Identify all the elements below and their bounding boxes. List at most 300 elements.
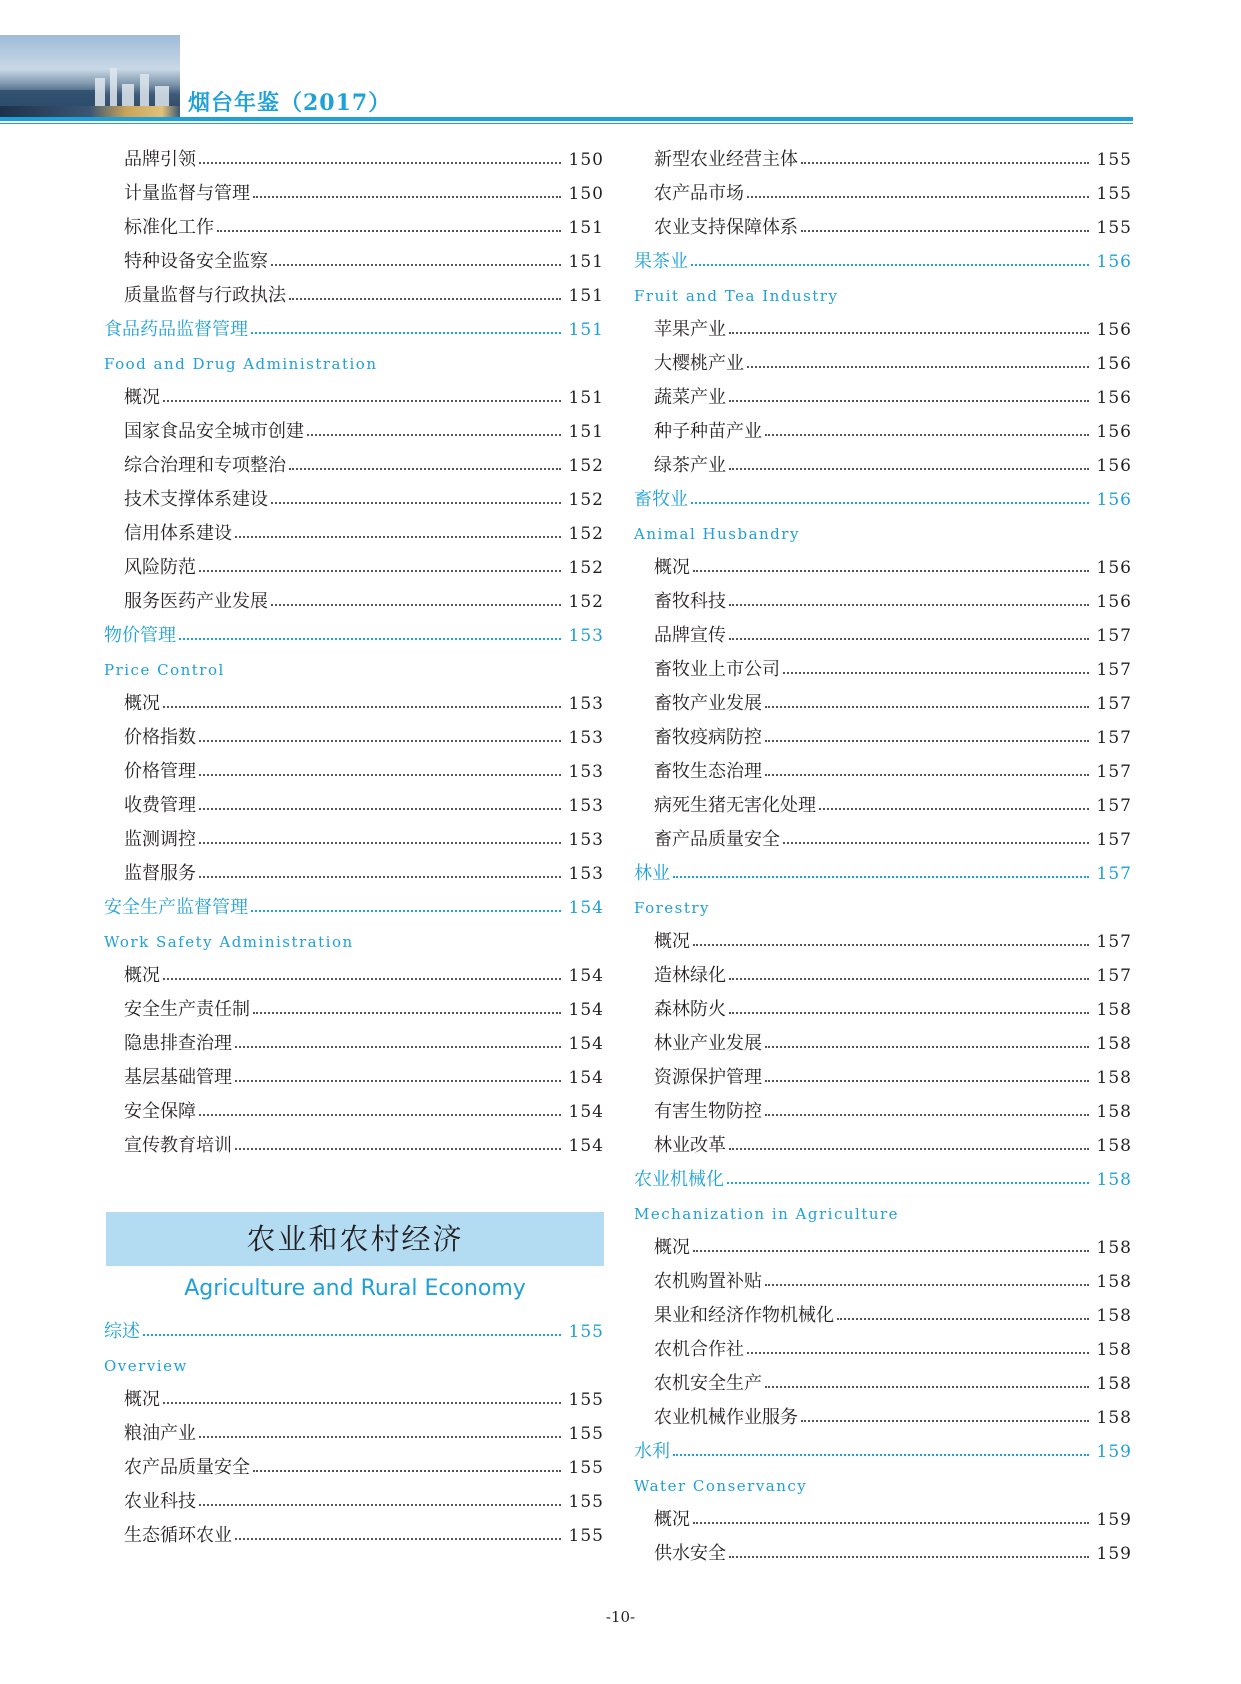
- toc-entry[interactable]: [104, 1485, 604, 1519]
- chapter-title-en: Agriculture and Rural Economy: [184, 1276, 526, 1301]
- toc-entry-title: 病死生猪无害化处理: [654, 795, 816, 816]
- toc-entry-page: 154: [568, 1034, 604, 1054]
- toc-entry-page: 158: [1096, 1136, 1132, 1156]
- toc-entry-page: 151: [568, 422, 604, 442]
- header-rule-thin: [0, 123, 1133, 124]
- dot-leader: [271, 264, 561, 266]
- toc-entry-page: 153: [568, 694, 604, 714]
- toc-entry-page: 154: [568, 1102, 604, 1122]
- chapter-title-cn: 农业和农村经济: [246, 1222, 464, 1256]
- toc-entry-page: 153: [568, 762, 604, 782]
- toc-entry-title: 生态循环农业: [124, 1525, 232, 1546]
- toc-entry-page: 156: [1096, 592, 1132, 612]
- toc-entry-title: 监测调控: [124, 829, 196, 850]
- toc-entry[interactable]: [634, 1401, 1132, 1435]
- toc-entry-page: 152: [568, 524, 604, 544]
- dot-leader: [235, 1046, 561, 1048]
- toc-entry-page: 157: [1096, 966, 1132, 986]
- dot-leader: [235, 1538, 561, 1540]
- toc-entry[interactable]: [634, 925, 1132, 959]
- dot-leader: [729, 468, 1089, 470]
- toc-entry-title: 概况: [654, 1237, 690, 1258]
- toc-entry-page: 158: [1096, 1170, 1132, 1190]
- toc-entry[interactable]: [634, 415, 1132, 449]
- toc-section-english: [634, 1197, 1132, 1231]
- toc-entry[interactable]: [634, 1027, 1132, 1061]
- toc-entry-title: 供水安全: [654, 1543, 726, 1564]
- toc-entry-page: 158: [1096, 1374, 1132, 1394]
- dot-leader: [289, 298, 561, 300]
- toc-entry-page: 158: [1096, 1034, 1132, 1054]
- toc-entry[interactable]: [104, 585, 604, 619]
- toc-entry[interactable]: [634, 1095, 1132, 1129]
- toc-entry-title: 概况: [124, 965, 160, 986]
- toc-entry-title: 畜牧疫病防控: [654, 727, 762, 748]
- toc-entry-title: 标准化工作: [124, 217, 214, 238]
- toc-entry[interactable]: [104, 551, 604, 585]
- toc-entry[interactable]: [104, 279, 604, 313]
- toc-entry-page: 157: [1096, 762, 1132, 782]
- dot-leader: [747, 366, 1089, 368]
- toc-entry-page: 155: [1096, 218, 1132, 238]
- toc-entry[interactable]: [104, 755, 604, 789]
- toc-entry-page: 156: [1096, 422, 1132, 442]
- toc-entry-title: 水利: [634, 1441, 670, 1462]
- dot-leader: [199, 1114, 561, 1116]
- toc-entry-page: 159: [1096, 1510, 1132, 1530]
- book-title: 烟台年鉴（2017）: [188, 90, 392, 116]
- toc-entry-title: 林业产业发展: [654, 1033, 762, 1054]
- toc-entry-title: 特种设备安全监察: [124, 251, 268, 272]
- toc-entry[interactable]: [104, 789, 604, 823]
- toc-entry[interactable]: [634, 313, 1132, 347]
- toc-section[interactable]: [634, 1163, 1132, 1197]
- toc-entry-page: 151: [568, 218, 604, 238]
- toc-entry-title: 造林绿化: [654, 965, 726, 986]
- dot-leader: [729, 1148, 1089, 1150]
- toc-entry-title: 质量监督与行政执法: [124, 285, 286, 306]
- toc-entry-page: 155: [568, 1322, 604, 1342]
- toc-entry-page: 153: [568, 626, 604, 646]
- dot-leader: [765, 706, 1089, 708]
- dot-leader: [765, 1284, 1089, 1286]
- toc-entry-title: 概况: [124, 387, 160, 408]
- toc-entry-title: Price Control: [104, 661, 225, 679]
- toc-entry[interactable]: [104, 143, 604, 177]
- toc-entry[interactable]: [634, 1129, 1132, 1163]
- toc-entry[interactable]: [634, 381, 1132, 415]
- toc-section[interactable]: [104, 313, 604, 347]
- toc-entry-title: Animal Husbandry: [634, 525, 800, 543]
- toc-entry-page: 155: [568, 1390, 604, 1410]
- dot-leader: [199, 1436, 561, 1438]
- toc-entry-title: 种子种苗产业: [654, 421, 762, 442]
- toc-section-english: [104, 1349, 604, 1383]
- toc-entry[interactable]: [104, 245, 604, 279]
- toc-entry[interactable]: [634, 1265, 1132, 1299]
- toc-entry-page: 155: [568, 1458, 604, 1478]
- toc-entry[interactable]: [104, 721, 604, 755]
- toc-entry-title: 基层基础管理: [124, 1067, 232, 1088]
- dot-leader: [253, 1470, 561, 1472]
- toc-entry-page: 157: [1096, 830, 1132, 850]
- toc-entry-title: 监督服务: [124, 863, 196, 884]
- toc-entry-page: 158: [1096, 1068, 1132, 1088]
- toc-entry[interactable]: [104, 1095, 604, 1129]
- toc-entry-page: 157: [1096, 796, 1132, 816]
- toc-entry-page: 152: [568, 490, 604, 510]
- toc-entry-title: 农业科技: [124, 1491, 196, 1512]
- dot-leader: [253, 196, 561, 198]
- toc-entry[interactable]: [634, 653, 1132, 687]
- toc-entry-page: 156: [1096, 490, 1132, 510]
- toc-entry-title: 果茶业: [634, 251, 688, 272]
- dot-leader: [199, 876, 561, 878]
- dot-leader: [765, 1386, 1089, 1388]
- dot-leader: [693, 1250, 1089, 1252]
- toc-entry-page: 153: [568, 796, 604, 816]
- toc-entry-title: 概况: [124, 693, 160, 714]
- toc-entry-title: 蔬菜产业: [654, 387, 726, 408]
- toc-section-english: [104, 925, 604, 959]
- toc-entry-page: 157: [1096, 932, 1132, 952]
- toc-entry-title: 农产品质量安全: [124, 1457, 250, 1478]
- toc-entry-title: Forestry: [634, 899, 711, 917]
- toc-entry-page: 157: [1096, 864, 1132, 884]
- toc-entry[interactable]: [104, 1519, 604, 1553]
- toc-entry-page: 153: [568, 830, 604, 850]
- dot-leader: [801, 1420, 1089, 1422]
- toc-entry-title: 绿茶产业: [654, 455, 726, 476]
- toc-entry-title: 安全保障: [124, 1101, 196, 1122]
- toc-right-column: [634, 143, 1132, 1571]
- toc-entry[interactable]: [104, 1027, 604, 1061]
- toc-entry[interactable]: [634, 959, 1132, 993]
- toc-entry[interactable]: [634, 177, 1132, 211]
- toc-entry-title: Food and Drug Administration: [104, 355, 378, 373]
- toc-entry-page: 158: [1096, 1238, 1132, 1258]
- toc-entry[interactable]: [634, 449, 1132, 483]
- toc-section[interactable]: [104, 619, 604, 653]
- toc-entry-title: 有害生物防控: [654, 1101, 762, 1122]
- dot-leader: [199, 1504, 561, 1506]
- toc-entry-page: 150: [568, 184, 604, 204]
- toc-entry-title: Overview: [104, 1357, 188, 1375]
- dot-leader: [271, 604, 561, 606]
- dot-leader: [837, 1318, 1089, 1320]
- page-number: -10-: [605, 1608, 636, 1626]
- dot-leader: [289, 468, 561, 470]
- toc-entry-page: 155: [568, 1492, 604, 1512]
- toc-section[interactable]: [634, 857, 1132, 891]
- dot-leader: [819, 808, 1089, 810]
- toc-entry-page: 153: [568, 728, 604, 748]
- toc-entry-title: 价格管理: [124, 761, 196, 782]
- toc-entry-page: 151: [568, 320, 604, 340]
- toc-entry[interactable]: [634, 721, 1132, 755]
- toc-entry-page: 156: [1096, 388, 1132, 408]
- toc-entry-page: 156: [1096, 456, 1132, 476]
- toc-entry-page: 157: [1096, 694, 1132, 714]
- toc-entry-title: Fruit and Tea Industry: [634, 287, 839, 305]
- toc-entry-page: 152: [568, 592, 604, 612]
- toc-entry-title: 品牌引领: [124, 149, 196, 170]
- toc-entry-page: 155: [1096, 150, 1132, 170]
- toc-entry[interactable]: [634, 1231, 1132, 1265]
- toc-entry-title: 农机合作社: [654, 1339, 744, 1360]
- dot-leader: [271, 502, 561, 504]
- toc-entry-title: 概况: [654, 1509, 690, 1530]
- toc-entry-title: 畜牧生态治理: [654, 761, 762, 782]
- toc-entry-page: 157: [1096, 660, 1132, 680]
- dot-leader: [765, 434, 1089, 436]
- toc-entry-page: 154: [568, 1068, 604, 1088]
- dot-leader: [747, 196, 1089, 198]
- toc-entry[interactable]: [634, 1367, 1132, 1401]
- toc-entry-page: 154: [568, 966, 604, 986]
- toc-section-english: [104, 653, 604, 687]
- toc-entry-title: 畜牧业: [634, 489, 688, 510]
- toc-entry[interactable]: [634, 993, 1132, 1027]
- toc-entry-title: 苹果产业: [654, 319, 726, 340]
- toc-entry-title: 农机安全生产: [654, 1373, 762, 1394]
- toc-entry[interactable]: [104, 177, 604, 211]
- dot-leader: [729, 978, 1089, 980]
- dot-leader: [801, 162, 1089, 164]
- dot-leader: [783, 842, 1089, 844]
- toc-entry-title: 果业和经济作物机械化: [654, 1305, 834, 1326]
- toc-entry-title: 林业: [634, 863, 670, 884]
- toc-entry-title: 畜牧科技: [654, 591, 726, 612]
- toc-entry-page: 151: [568, 252, 604, 272]
- dot-leader: [235, 536, 561, 538]
- toc-entry-title: Water Conservancy: [634, 1477, 808, 1495]
- toc-entry-title: 大樱桃产业: [654, 353, 744, 374]
- dot-leader: [765, 1080, 1089, 1082]
- dot-leader: [307, 434, 561, 436]
- toc-entry-title: 概况: [654, 557, 690, 578]
- toc-entry-title: 安全生产监督管理: [104, 897, 248, 918]
- toc-entry-title: 物价管理: [104, 625, 176, 646]
- toc-section-english: [634, 891, 1132, 925]
- dot-leader: [235, 1148, 561, 1150]
- toc-entry[interactable]: [104, 211, 604, 245]
- toc-entry-page: 154: [568, 1136, 604, 1156]
- toc-entry[interactable]: [634, 585, 1132, 619]
- header-rule: [0, 117, 1133, 121]
- toc-entry-title: 信用体系建设: [124, 523, 232, 544]
- toc-entry-page: 157: [1096, 626, 1132, 646]
- toc-entry[interactable]: [634, 789, 1132, 823]
- toc-entry-page: 156: [1096, 354, 1132, 374]
- toc-entry-title: 综述: [104, 1321, 140, 1342]
- toc-entry[interactable]: [634, 1503, 1132, 1537]
- toc-entry[interactable]: [104, 687, 604, 721]
- toc-entry-title: 农业机械化: [634, 1169, 724, 1190]
- dot-leader: [251, 332, 561, 334]
- toc-entry-title: 畜牧业上市公司: [654, 659, 780, 680]
- toc-entry-title: Mechanization in Agriculture: [634, 1205, 900, 1223]
- toc-entry[interactable]: [634, 1537, 1132, 1571]
- toc-entry[interactable]: [634, 211, 1132, 245]
- toc-entry-page: 156: [1096, 252, 1132, 272]
- toc-section-english: [634, 1469, 1132, 1503]
- dot-leader: [691, 502, 1089, 504]
- toc-entry[interactable]: [104, 857, 604, 891]
- toc-entry-page: 154: [568, 1000, 604, 1020]
- toc-entry-title: 畜产品质量安全: [654, 829, 780, 850]
- dot-leader: [199, 808, 561, 810]
- toc-entry-title: 森林防火: [654, 999, 726, 1020]
- toc-left-column-chapter: [104, 1315, 604, 1553]
- page-header: [0, 0, 1241, 125]
- dot-leader: [235, 1080, 561, 1082]
- toc-entry[interactable]: [104, 381, 604, 415]
- dot-leader: [251, 910, 561, 912]
- dot-leader: [179, 638, 561, 640]
- dot-leader: [693, 944, 1089, 946]
- toc-entry-title: 风险防范: [124, 557, 196, 578]
- toc-entry[interactable]: [634, 755, 1132, 789]
- toc-entry[interactable]: [104, 1451, 604, 1485]
- toc-entry[interactable]: [104, 517, 604, 551]
- toc-entry-title: 农业机械作业服务: [654, 1407, 798, 1428]
- dot-leader: [163, 978, 561, 980]
- dot-leader: [765, 774, 1089, 776]
- toc-section[interactable]: [104, 891, 604, 925]
- toc-entry[interactable]: [634, 1299, 1132, 1333]
- dot-leader: [765, 740, 1089, 742]
- toc-entry-title: 服务医药产业发展: [124, 591, 268, 612]
- toc-entry[interactable]: [634, 1061, 1132, 1095]
- toc-section-english: [634, 517, 1132, 551]
- toc-entry[interactable]: [104, 959, 604, 993]
- toc-entry-title: 国家食品安全城市创建: [124, 421, 304, 442]
- toc-entry-page: 158: [1096, 1340, 1132, 1360]
- toc-section[interactable]: [634, 483, 1132, 517]
- toc-entry-title: 技术支撑体系建设: [124, 489, 268, 510]
- toc-entry-page: 152: [568, 456, 604, 476]
- toc-entry-title: 宣传教育培训: [124, 1135, 232, 1156]
- toc-entry-title: 隐患排查治理: [124, 1033, 232, 1054]
- dot-leader: [253, 1012, 561, 1014]
- dot-leader: [747, 1352, 1089, 1354]
- toc-entry[interactable]: [104, 415, 604, 449]
- dot-leader: [693, 570, 1089, 572]
- toc-entry[interactable]: [634, 823, 1132, 857]
- toc-section[interactable]: [634, 1435, 1132, 1469]
- dot-leader: [801, 230, 1089, 232]
- toc-entry-title: 概况: [654, 931, 690, 952]
- dot-leader: [199, 162, 561, 164]
- toc-section-english: [634, 279, 1132, 313]
- toc-entry-title: 畜牧产业发展: [654, 693, 762, 714]
- dot-leader: [673, 876, 1089, 878]
- toc-entry[interactable]: [104, 993, 604, 1027]
- dot-leader: [727, 1182, 1089, 1184]
- toc-entry-page: 158: [1096, 1000, 1132, 1020]
- toc-entry-page: 156: [1096, 558, 1132, 578]
- toc-entry[interactable]: [634, 687, 1132, 721]
- toc-entry-page: 155: [568, 1424, 604, 1444]
- toc-entry[interactable]: [104, 823, 604, 857]
- toc-entry[interactable]: [634, 347, 1132, 381]
- dot-leader: [217, 230, 561, 232]
- toc-entry-title: 农机购置补贴: [654, 1271, 762, 1292]
- dot-leader: [729, 1556, 1089, 1558]
- dot-leader: [199, 570, 561, 572]
- toc-entry-page: 158: [1096, 1306, 1132, 1326]
- toc-entry[interactable]: [104, 483, 604, 517]
- toc-entry[interactable]: [634, 143, 1132, 177]
- dot-leader: [729, 400, 1089, 402]
- toc-entry-title: Work Safety Administration: [104, 933, 354, 951]
- toc-entry-page: 158: [1096, 1408, 1132, 1428]
- toc-entry[interactable]: [634, 1333, 1132, 1367]
- toc-entry-page: 159: [1096, 1442, 1132, 1462]
- toc-entry-page: 150: [568, 150, 604, 170]
- toc-section[interactable]: [104, 1315, 604, 1349]
- dot-leader: [163, 400, 561, 402]
- toc-entry-title: 计量监督与管理: [124, 183, 250, 204]
- toc-entry-title: 粮油产业: [124, 1423, 196, 1444]
- toc-entry-title: 食品药品监督管理: [104, 319, 248, 340]
- toc-entry-page: 156: [1096, 320, 1132, 340]
- toc-entry[interactable]: [634, 551, 1132, 585]
- toc-entry[interactable]: [634, 619, 1132, 653]
- dot-leader: [691, 264, 1089, 266]
- toc-entry-title: 林业改革: [654, 1135, 726, 1156]
- toc-entry-page: 159: [1096, 1544, 1132, 1564]
- dot-leader: [199, 740, 561, 742]
- dot-leader: [199, 774, 561, 776]
- dot-leader: [765, 1114, 1089, 1116]
- toc-entry[interactable]: [104, 1417, 604, 1451]
- toc-entry-title: 品牌宣传: [654, 625, 726, 646]
- toc-entry-page: 151: [568, 286, 604, 306]
- toc-entry-page: 157: [1096, 728, 1132, 748]
- toc-section-english: [104, 347, 604, 381]
- toc-entry-title: 资源保护管理: [654, 1067, 762, 1088]
- toc-entry-page: 154: [568, 898, 604, 918]
- toc-entry-title: 价格指数: [124, 727, 196, 748]
- dot-leader: [729, 604, 1089, 606]
- toc-entry[interactable]: [104, 1061, 604, 1095]
- dot-leader: [765, 1046, 1089, 1048]
- dot-leader: [143, 1334, 561, 1336]
- header-city-photo: [0, 35, 180, 120]
- toc-entry-title: 农产品市场: [654, 183, 744, 204]
- dot-leader: [163, 706, 561, 708]
- dot-leader: [729, 1012, 1089, 1014]
- toc-entry[interactable]: [104, 449, 604, 483]
- toc-section[interactable]: [634, 245, 1132, 279]
- toc-entry[interactable]: [104, 1383, 604, 1417]
- toc-entry-title: 农业支持保障体系: [654, 217, 798, 238]
- toc-entry-page: 155: [568, 1526, 604, 1546]
- dot-leader: [163, 1402, 561, 1404]
- toc-entry-title: 概况: [124, 1389, 160, 1410]
- toc-entry-title: 安全生产责任制: [124, 999, 250, 1020]
- toc-left-column: [104, 143, 604, 1163]
- dot-leader: [729, 638, 1089, 640]
- toc-entry-page: 158: [1096, 1272, 1132, 1292]
- toc-entry-page: 155: [1096, 184, 1132, 204]
- dot-leader: [693, 1522, 1089, 1524]
- toc-entry-title: 新型农业经营主体: [654, 149, 798, 170]
- toc-entry[interactable]: [104, 1129, 604, 1163]
- dot-leader: [673, 1454, 1089, 1456]
